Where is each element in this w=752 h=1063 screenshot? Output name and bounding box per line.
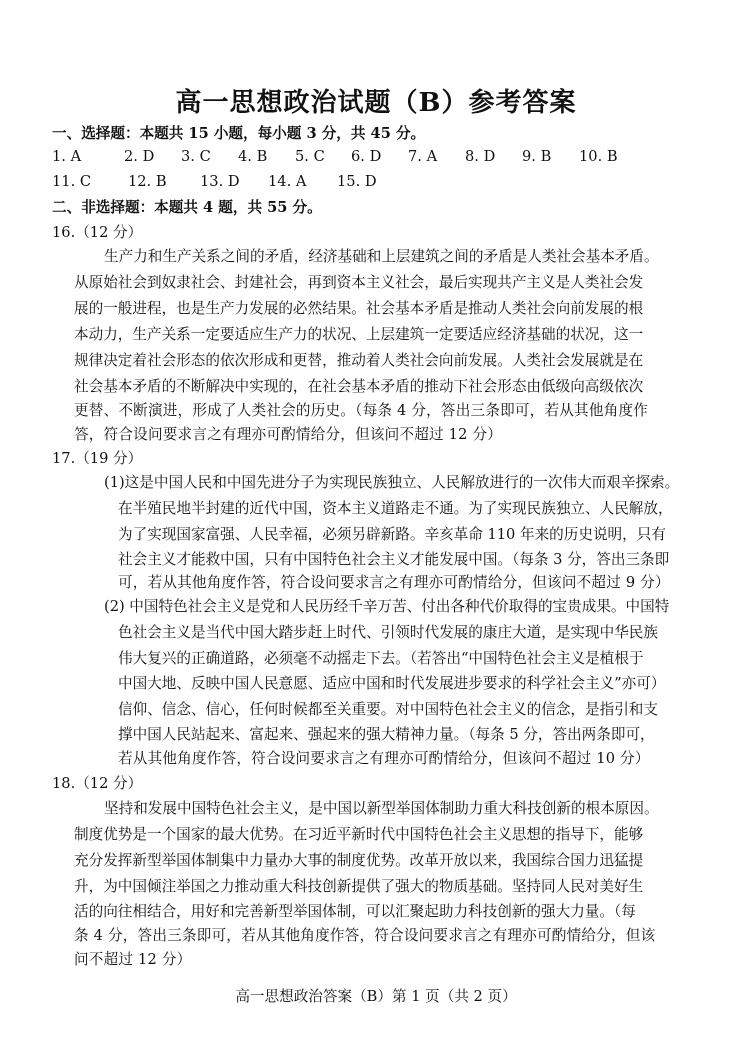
q18-line: 制度优势是一个国家的最大优势。在习近平新时代中国特色社会主义思想的指导下，能够 [74,826,644,843]
mc-answer: 10. B [579,148,618,165]
q16-line: 答，符合设问要求言之有理亦可酌情给分，但该问不超过 12 分） [74,426,503,443]
q16-line: 本动力，生产关系一定要适应生产力的状况、上层建筑一定要适应经济基础的状况，这一 [74,326,644,343]
q17-part1-line: 社会主义才能救中国，只有中国特色社会主义才能发展中国。（每条 3 分，答出三条即 [118,551,670,568]
q17-part2-line: 信仰、信念、信心，任何时候都至关重要。对中国特色社会主义的信念，是指引和支 [118,701,658,718]
mc-answer: 3. C [181,148,211,165]
mc-answer: 5. C [295,148,325,165]
q17-part2-line: 撑中国人民站起来、富起来、强起来的强大精神力量。（每条 5 分，答出两条即可， [118,726,655,743]
page-footer: 高一思想政治答案（B）第 1 页（共 2 页） [235,988,517,1005]
mc-answer: 7. A [408,148,438,165]
mc-answer: 9. B [522,148,552,165]
q16-line: 社会基本矛盾的不断解决中实现的，在社会基本矛盾的推动下社会形态由低级向高级依次 [74,378,644,395]
mc-answer: 12. B [128,173,167,190]
mc-answer: 15. D [337,173,377,190]
page-title: 高一思想政治试题（B）参考答案 [175,88,577,118]
mc-answer: 14. A [268,173,307,190]
section2-heading: 二、非选择题：本题共 4 题，共 55 分。 [52,199,322,216]
q17-part2-line: 中国大地、反映中国人民意愿、适应中国和时代发展进步要求的科学社会主义”亦可） [118,675,666,692]
q17-part2-line: 色社会主义是当代中国大踏步赶上时代、引领时代发展的康庄大道，是实现中华民族 [118,624,658,641]
q17-part1-line: 在半殖民地半封建的近代中国，资本主义道路走不通。为了实现民族独立、人民解放， [118,500,673,517]
q17-part2-line: 伟大复兴的正确道路，必须毫不动摇走下去。（若答出“中国特色社会主义是植根于 [118,650,644,667]
q16-line: 规律决定着社会形态的依次形成和更替，推动着人类社会向前发展。人类社会发展就是在 [74,352,644,369]
q18-line: 活的向往相结合，用好和完善新型举国体制，可以汇聚起助力科技创新的强大力量。（每 [74,903,636,920]
section1-heading: 一、选择题：本题共 15 小题，每小题 3 分，共 45 分。 [52,125,426,142]
q18-line: 条 4 分，答出三条即可，若从其他角度作答，符合设问要求言之有理亦可酌情给分，但该 [74,927,656,944]
q17-part1-line: 为了实现国家富强、人民幸福，必须另辟新路。辛亥革命 110 年来的历史说明，只有 [118,526,666,543]
q18-line: 坚持和发展中国特色社会主义，是中国以新型举国体制助力重大科技创新的根本原因。 [104,800,659,817]
q16-line: 生产力和生产关系之间的矛盾，经济基础和上层建筑之间的矛盾是人类社会基本矛盾。 [104,248,659,265]
mc-answer: 2. D [124,148,155,165]
mc-answer: 4. B [238,148,268,165]
q16-line: 展的一般进程，也是生产力发展的必然结果。社会基本矛盾是推动人类社会向前发展的根 [74,300,644,317]
q16-label: 16.（12 分） [52,224,143,241]
q16-line: 从原始社会到奴隶社会、封建社会，再到资本主义社会，最后实现共产主义是人类社会发 [74,274,644,291]
q17-part2-line: (2) 中国特色社会主义是党和人民历经千辛万苦、付出各种代价取得的宝贵成果。中国特 [104,598,670,615]
q18-label: 18.（12 分） [52,775,143,792]
q17-part1-line: 可，若从其他角度作答，符合设问要求言之有理亦可酌情给分，但该问不超过 9 分） [118,574,670,591]
mc-answer: 8. D [465,148,496,165]
q18-line: 问不超过 12 分） [74,951,192,968]
mc-answer: 6. D [351,148,382,165]
q17-part1-line: (1)这是中国人民和中国先进分子为实现民族独立、人民解放进行的一次伟大而艰辛探索。 [104,474,680,491]
q16-line: 更替、不断演进，形成了人类社会的历史。（每条 4 分，答出三条即可，若从其他角度作 [74,402,649,419]
mc-answer: 1. A [52,148,82,165]
q17-part2-line: 若从其他角度作答，符合设问要求言之有理亦可酌情给分，但该问不超过 10 分） [118,750,650,767]
q18-line: 升，为中国倾注举国之力推动重大科技创新提供了强大的物质基础。坚持同人民对美好生 [74,878,644,895]
q18-line: 充分发挥新型举国体制集中力量办大事的制度优势。改革开放以来，我国综合国力迅猛提 [74,852,644,869]
mc-answer: 13. D [200,173,240,190]
q17-label: 17.（19 分） [52,450,143,467]
mc-answer: 11. C [52,173,92,190]
